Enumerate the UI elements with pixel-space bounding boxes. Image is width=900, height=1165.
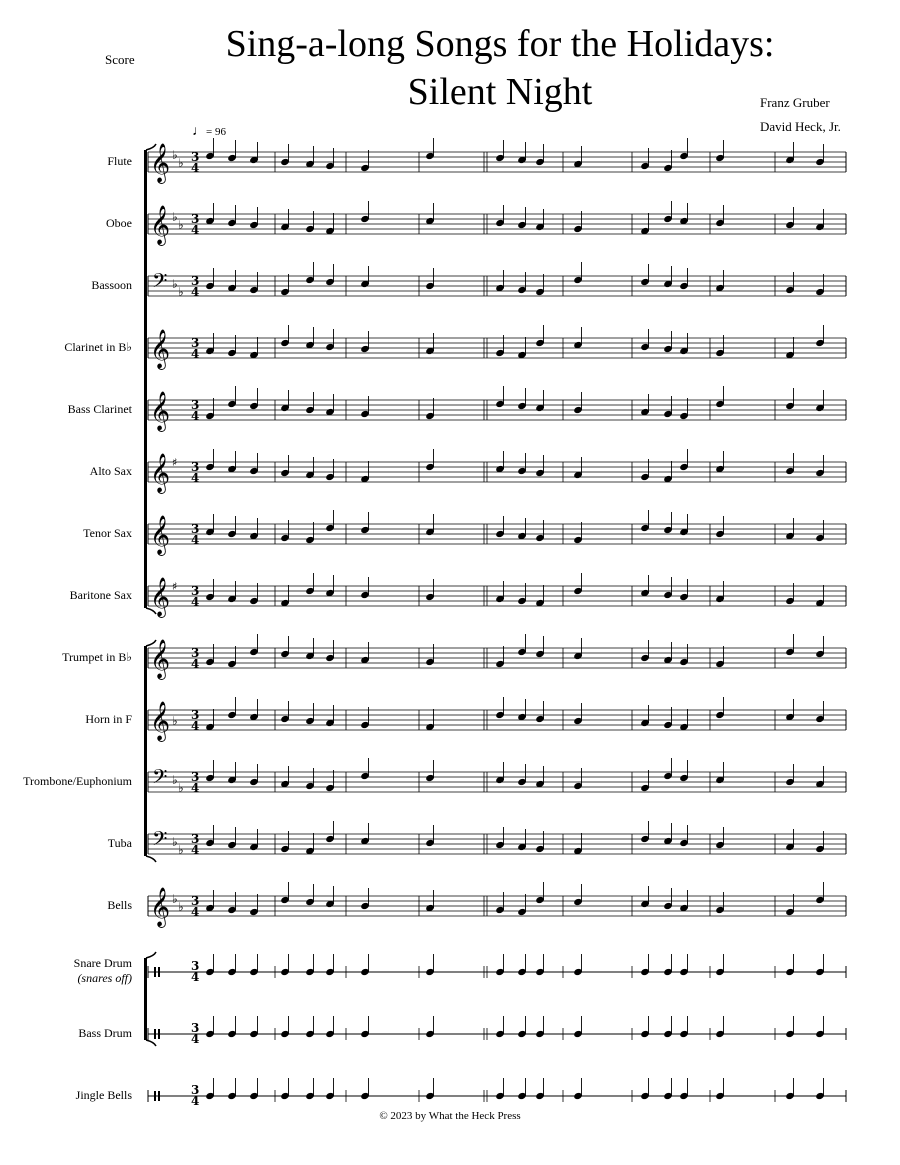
time-signature-top: 3	[191, 398, 200, 412]
copyright-footer: © 2023 by What the Heck Press	[379, 1110, 521, 1122]
treble-clef-icon: 𝄞	[150, 453, 171, 493]
time-signature-top: 3	[191, 584, 200, 598]
instrument-name: Clarinet in B♭	[64, 340, 132, 354]
treble-clef-icon: 𝄞	[150, 143, 171, 183]
instrument-name: Bass Clarinet	[67, 402, 132, 416]
flat-icon: ♭	[172, 148, 178, 162]
time-signature-bottom: 4	[191, 161, 200, 175]
bass-clef-icon: 𝄢	[152, 827, 168, 855]
instrument-name: Jingle Bells	[75, 1088, 132, 1102]
time-signature-top: 3	[191, 770, 200, 784]
treble-clef-icon: 𝄞	[150, 329, 171, 369]
time-signature-bottom: 4	[191, 1094, 200, 1108]
instrument-name: Trumpet in B♭	[62, 650, 132, 664]
time-signature-bottom: 4	[191, 719, 200, 733]
instrument-name: Tenor Sax	[83, 526, 132, 540]
time-signature-top: 3	[191, 959, 200, 973]
flat-icon: ♭	[172, 835, 178, 849]
instrument-name: Bells	[107, 898, 132, 912]
treble-clef-icon: 𝄞	[150, 639, 171, 679]
title-line-1: Sing-a-long Songs for the Holidays:	[225, 23, 775, 65]
time-signature-bottom: 4	[191, 595, 200, 609]
percussion-clef-icon	[154, 1029, 156, 1039]
treble-clef-icon: 𝄞	[150, 515, 171, 555]
instrument-name: Oboe	[106, 216, 132, 230]
instrument-name: Flute	[107, 154, 132, 168]
percussion-clef-icon	[154, 1091, 156, 1101]
time-signature-bottom: 4	[191, 781, 200, 795]
instrument-name: Tuba	[107, 836, 132, 850]
time-signature-top: 3	[191, 1021, 200, 1035]
title-line-2: Silent Night	[407, 71, 593, 113]
time-signature-top: 3	[191, 212, 200, 226]
flat-icon: ♭	[172, 210, 178, 224]
instrument-name: Snare Drum	[73, 956, 132, 970]
instrument-name: Horn in F	[85, 712, 132, 726]
score-label: Score	[105, 52, 135, 67]
instrument-name: Alto Sax	[89, 464, 132, 478]
treble-clef-icon: 𝄞	[150, 391, 171, 431]
tempo-value: = 96	[206, 126, 226, 138]
time-signature-top: 3	[191, 460, 200, 474]
time-signature-bottom: 4	[191, 471, 200, 485]
time-signature-bottom: 4	[191, 347, 200, 361]
instrument-name: Bassoon	[91, 278, 132, 292]
percussion-bracket-cap-top	[146, 952, 156, 958]
sharp-icon: ♯	[172, 456, 178, 469]
time-signature-bottom: 4	[191, 533, 200, 547]
flat-icon: ♭	[172, 714, 178, 728]
percussion-bracket-cap-bottom	[146, 1040, 156, 1046]
time-signature-top: 3	[191, 150, 200, 164]
time-signature-bottom: 4	[191, 970, 200, 984]
flat-icon: ♭	[178, 156, 184, 170]
flat-icon: ♭	[178, 900, 184, 914]
time-signature-top: 3	[191, 894, 200, 908]
brass-bracket	[144, 646, 147, 856]
time-signature-top: 3	[191, 274, 200, 288]
time-signature-top: 3	[191, 832, 200, 846]
flat-icon: ♭	[172, 773, 178, 787]
time-signature-top: 3	[191, 336, 200, 350]
instrument-name: Trombone/Euphonium	[23, 774, 132, 788]
treble-clef-icon: 𝄞	[150, 205, 171, 245]
bass-clef-icon: 𝄢	[152, 765, 168, 793]
flat-icon: ♭	[172, 892, 178, 906]
time-signature-bottom: 4	[191, 1032, 200, 1046]
treble-clef-icon: 𝄞	[150, 577, 171, 617]
time-signature-top: 3	[191, 1083, 200, 1097]
time-signature-bottom: 4	[191, 905, 200, 919]
percussion-clef-icon	[158, 967, 160, 977]
treble-clef-icon: 𝄞	[150, 887, 171, 927]
woodwind-bracket	[144, 150, 147, 608]
percussion-clef-icon	[158, 1091, 160, 1101]
sharp-icon: ♯	[172, 580, 178, 593]
percussion-clef-icon	[158, 1029, 160, 1039]
arranger: David Heck, Jr.	[760, 119, 841, 134]
quarter-note-icon: ♩	[192, 124, 206, 139]
time-signature-bottom: 4	[191, 657, 200, 671]
flat-icon: ♭	[178, 285, 184, 299]
brass-bracket-cap-bottom	[146, 856, 156, 862]
flat-icon: ♭	[178, 781, 184, 795]
time-signature-bottom: 4	[191, 285, 200, 299]
time-signature-top: 3	[191, 522, 200, 536]
flat-icon: ♭	[178, 218, 184, 232]
flat-icon: ♭	[178, 843, 184, 857]
instrument-name: Baritone Sax	[69, 588, 132, 602]
time-signature-top: 3	[191, 646, 200, 660]
time-signature-bottom: 4	[191, 409, 200, 423]
instrument-subtitle: (snares off)	[77, 971, 132, 985]
bass-clef-icon: 𝄢	[152, 269, 168, 297]
percussion-bracket	[144, 958, 147, 1040]
time-signature-top: 3	[191, 708, 200, 722]
treble-clef-icon: 𝄞	[150, 701, 171, 741]
time-signature-bottom: 4	[191, 843, 200, 857]
flat-icon: ♭	[172, 277, 178, 291]
time-signature-bottom: 4	[191, 223, 200, 237]
instrument-name: Bass Drum	[78, 1026, 132, 1040]
percussion-clef-icon	[154, 967, 156, 977]
composer: Franz Gruber	[760, 95, 830, 110]
